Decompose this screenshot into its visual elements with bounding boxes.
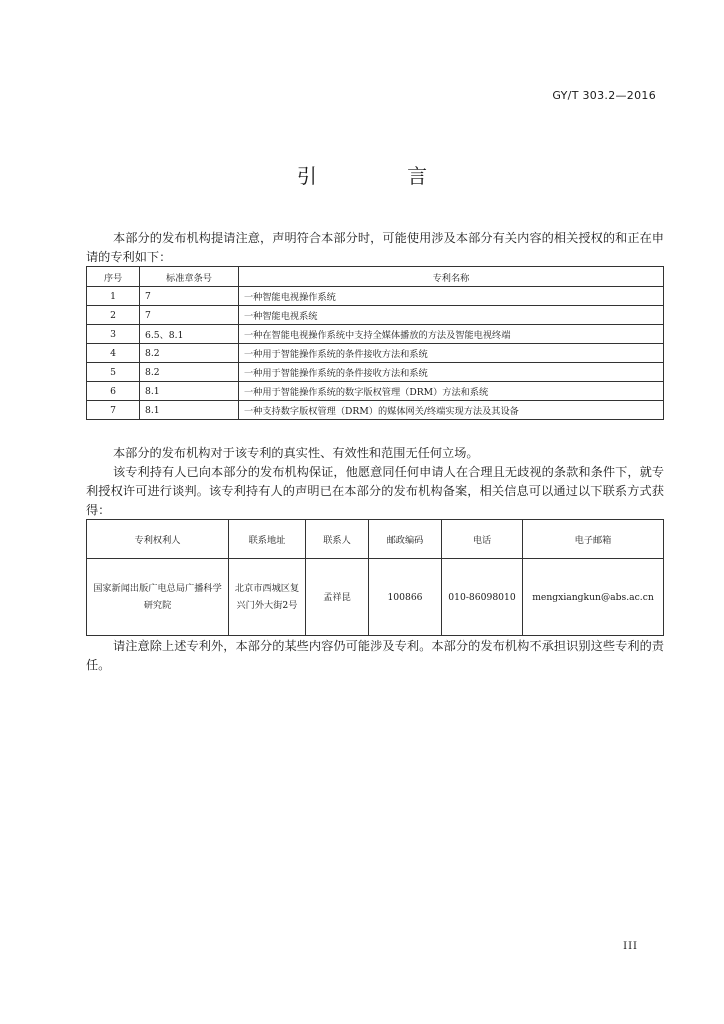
cell-index: 5 [87,363,140,382]
cell-holder: 国家新闻出版广电总局广播科学研究院 [87,559,229,636]
header-cell: 电话 [442,520,523,559]
table-row [87,559,664,636]
cell-patent-name: 一种支持数字版权管理（DRM）的媒体网关/终端实现方法及其设备 [239,401,664,420]
patent-table [86,266,664,420]
table-row [87,287,664,306]
table-row [87,401,664,420]
header-cell: 邮政编码 [369,520,442,559]
cell-patent-name: 一种智能电视系统 [239,306,664,325]
header-cell: 电子邮箱 [523,520,664,559]
cell-patent-name: 一种用于智能操作系统的条件接收方法和系统 [239,344,664,363]
cell-index: 3 [87,325,140,344]
cell-contact: 孟祥昆 [306,559,369,636]
cell-clause: 6.5、8.1 [140,325,239,344]
table-row [87,382,664,401]
contact-table [86,519,664,636]
cell-clause: 8.2 [140,363,239,382]
table-row [87,363,664,382]
cell-clause: 7 [140,306,239,325]
page-number: III [623,941,638,952]
statement-paragraph-1: 本部分的发布机构对于该专利的真实性、有效性和范围无任何立场。 [113,446,479,460]
page-title: 引 言 [296,164,470,188]
table-row [87,344,664,363]
contact-table-header [87,520,664,559]
closing-paragraph: 请注意除上述专利外，本部分的某些内容仍可能涉及专利。本部分的发布机构不承担识别这些专利的责任。 [86,639,664,672]
header-cell: 联系地址 [229,520,306,559]
cell-index: 6 [87,382,140,401]
header-cell: 联系人 [306,520,369,559]
cell-email: mengxiangkun@abs.ac.cn [523,559,664,636]
header-cell: 专利名称 [239,267,664,287]
cell-clause: 8.2 [140,344,239,363]
cell-clause: 8.1 [140,401,239,420]
cell-index: 2 [87,306,140,325]
cell-patent-name: 一种智能电视操作系统 [239,287,664,306]
patent-table-header [87,267,664,287]
cell-index: 7 [87,401,140,420]
cell-address: 北京市西城区复兴门外大街2号 [229,559,306,636]
header-cell: 序号 [87,267,140,287]
cell-index: 1 [87,287,140,306]
header-cell: 专利权利人 [87,520,229,559]
cell-patent-name: 一种在智能电视操作系统中支持全媒体播放的方法及智能电视终端 [239,325,664,344]
table-row [87,325,664,344]
intro-paragraph: 本部分的发布机构提请注意，声明符合本部分时，可能使用涉及本部分有关内容的相关授权的和正在申请的专利如下： [86,231,664,264]
statement-paragraph-2: 该专利持有人已向本部分的发布机构保证，他愿意同任何申请人在合理且无歧视的条款和条件下，就专利授权许可进行谈判。该专利持有人的声明已在本部分的发布机构备案，相关信息可以通过以下联系方式获得： [86,465,664,517]
cell-clause: 8.1 [140,382,239,401]
header-cell: 标准章条号 [140,267,239,287]
cell-postcode: 100866 [369,559,442,636]
cell-index: 4 [87,344,140,363]
standard-number: GY/T 303.2—2016 [552,89,656,102]
cell-patent-name: 一种用于智能操作系统的条件接收方法和系统 [239,363,664,382]
cell-clause: 7 [140,287,239,306]
cell-patent-name: 一种用于智能操作系统的数字版权管理（DRM）方法和系统 [239,382,664,401]
cell-phone: 010-86098010 [442,559,523,636]
table-row [87,306,664,325]
